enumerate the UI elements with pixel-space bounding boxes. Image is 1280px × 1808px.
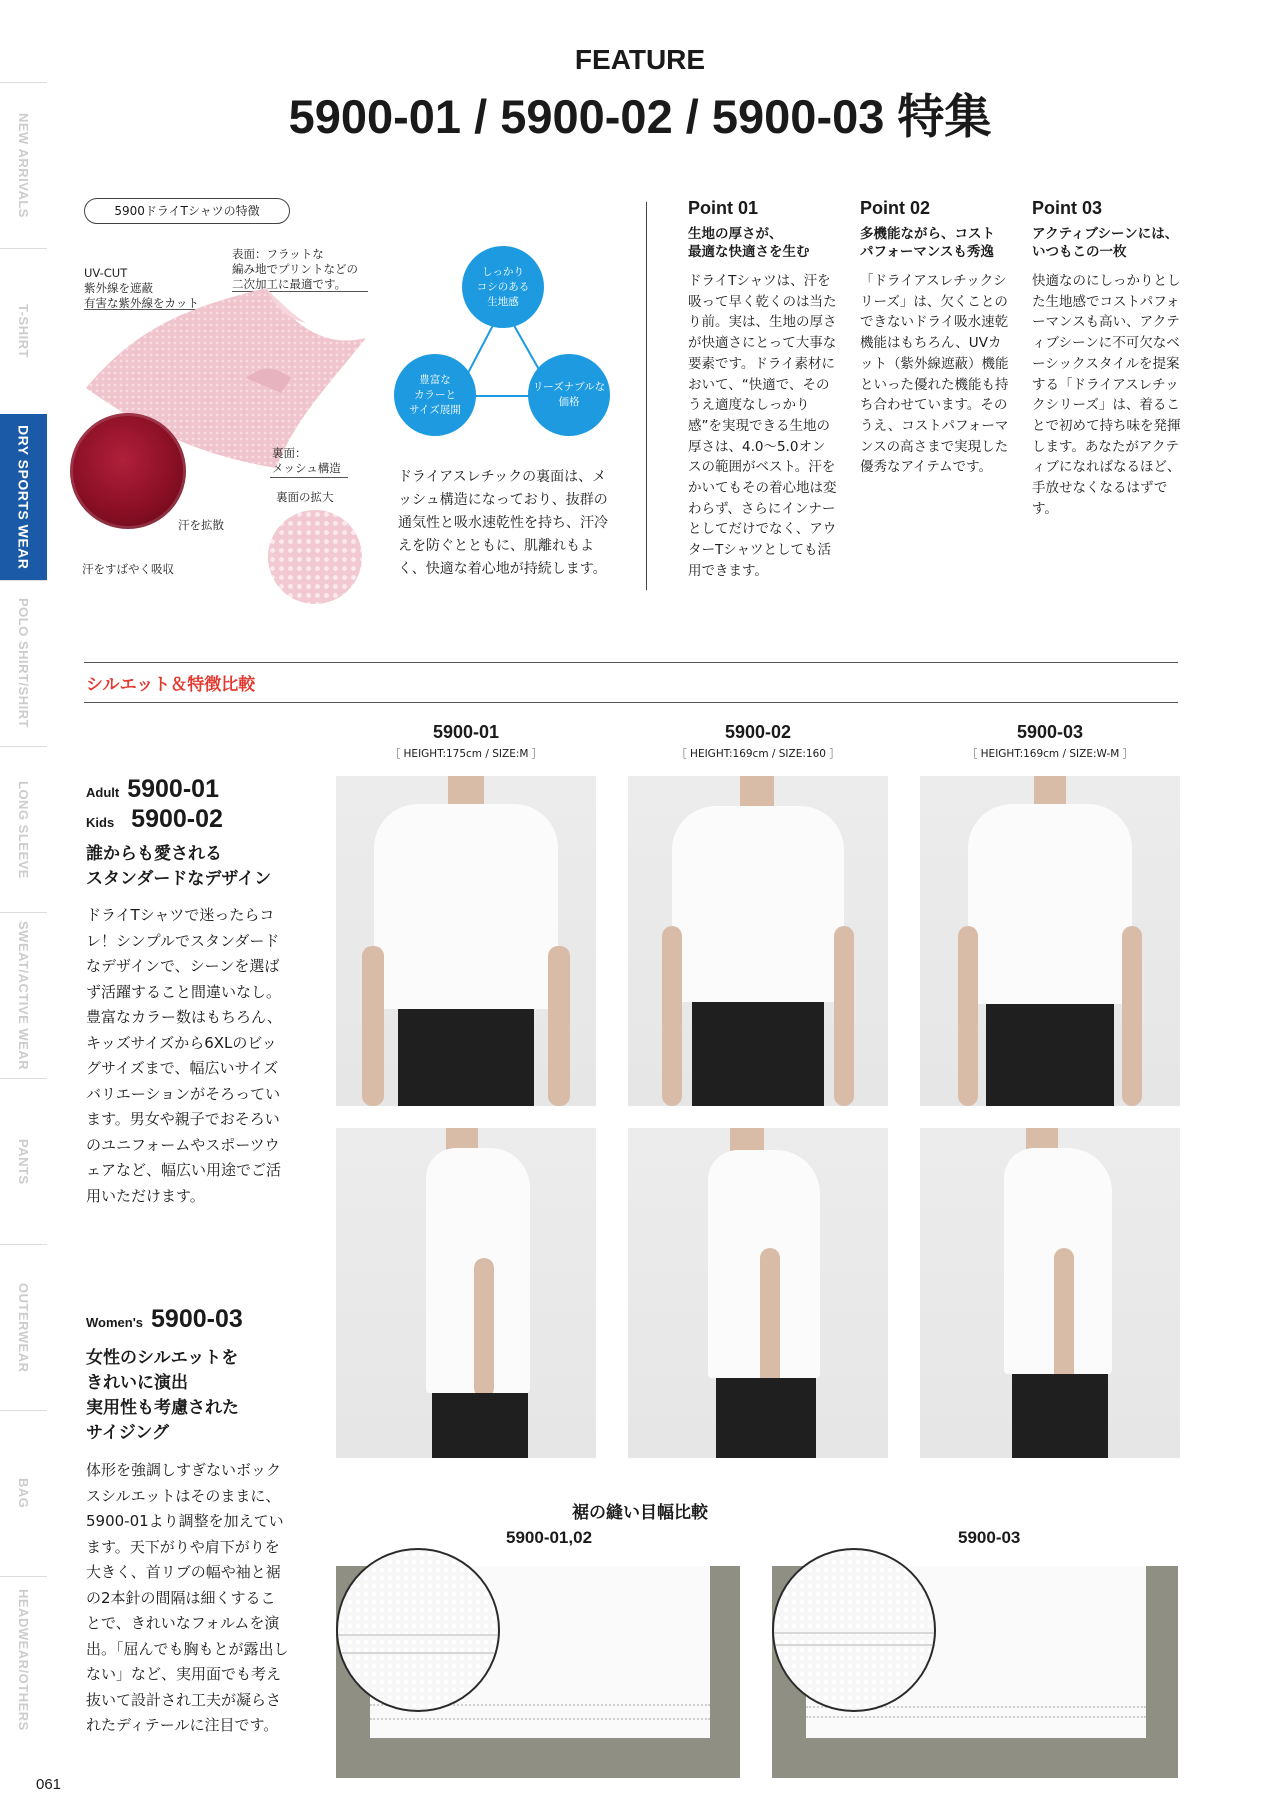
sweat-spread-label: 汗を拡散: [178, 518, 224, 532]
uv-cut-line: UV-CUT: [84, 266, 128, 280]
hem-stitch: [338, 1634, 498, 1636]
surface-line: 表面：フラットな: [232, 247, 324, 261]
feature-label: FEATURE: [574, 44, 706, 75]
hem-label-5900-03: 5900-03: [958, 1528, 1021, 1547]
point-heading-line: いつもこの一枚: [1032, 244, 1127, 260]
side-tab-label: DRY SPORTS WEAR: [15, 425, 32, 570]
photo-5900-03-side: [920, 1128, 1180, 1458]
mesh-description: ドライアスレチックの裏面は、メッシュ構造になっており、抜群の通気性と吸水速乾性を持ち、汗冷えを防ぐとともに、肌離れもよく、快適な着心地が持続します。: [398, 469, 608, 577]
lead-womens: [86, 1346, 239, 1446]
back-line: メッシュ構造: [272, 461, 341, 475]
side-tab-long-sleeve[interactable]: [0, 746, 47, 912]
point-body: 快適なのにしっかりとした生地感でコストパフォーマンスも高い、アクティブシーンに不可欠なベーシックスタイルを提案する「ドライアスレチックシリーズ」は、着ることで初めて持ち味を発揮します。あなたがアクティブになればなるほど、手放せなくなるはずです。: [1032, 273, 1181, 517]
side-tab-outerwear[interactable]: [0, 1244, 47, 1410]
photo-5900-01-front: [336, 776, 596, 1106]
lead-line: きれいに演出: [86, 1373, 188, 1393]
column-name: 5900-03: [1016, 722, 1084, 742]
sweat-zoom-circle: [70, 413, 186, 529]
side-tab-polo-shirt[interactable]: [0, 580, 47, 746]
surface-line: 二次加工に最適です。: [232, 277, 347, 291]
back-zoom-label: 裏面の拡大: [276, 490, 334, 504]
point-heading-line: 生地の厚さが、: [688, 226, 783, 242]
womens-model: [86, 1305, 243, 1334]
point-body: 「ドライアスレチックシリーズ」は、欠くことのできないドライ吸水速乾機能はもちろん、UVカット（紫外線遮蔽）機能といった優れた機能も持ち合わせています。そのうえ、コストパフォーマンスの高さまで実現した優秀なアイテムです。: [860, 273, 1009, 476]
venn-circle-colors: [394, 354, 476, 436]
back-line: 裏面：: [272, 446, 307, 460]
vertical-divider: [646, 202, 647, 590]
point-03: [1032, 198, 1182, 519]
shirt: [672, 806, 844, 1002]
womens-description: 体形を強調しすぎないボックスシルエットはそのままに、5900-01より調整を加えています。天下がりや肩下がりを大きく、首リブの幅や袖と裾の2本針の間隔は細くすることで、きれいなフォルムを演出。「屈んでも胸もとが露出しない」など、実用面でも考え抜いて設計され工夫が凝らされたディテールに注目です。: [86, 1461, 289, 1734]
arm: [958, 926, 978, 1106]
pants: [986, 1004, 1114, 1106]
annotation-line: [270, 477, 348, 478]
column-head-5900-02: [628, 722, 888, 761]
section-title: シルエット＆特徴比較: [86, 675, 256, 695]
back-mesh-zoom-circle: [268, 510, 362, 604]
pants: [398, 1009, 534, 1106]
adult-code: 5900-01: [127, 775, 219, 803]
photo-5900-02-front: [628, 776, 888, 1106]
column-name: 5900-01: [432, 722, 500, 742]
side-tab-label: SWEAT/ACTIVE WEAR: [16, 920, 31, 1071]
hem-zoom-left: [336, 1548, 500, 1712]
pants: [432, 1393, 528, 1458]
venn-text: 生地感: [487, 295, 519, 308]
page-title: 5900-01 / 5900-02 / 5900-03 特集: [288, 90, 992, 143]
hem-stitch: [338, 1652, 498, 1654]
hem-comparison-title: 裾の縫い目幅比較: [572, 1503, 708, 1523]
point-heading-line: 多機能ながら、コスト: [860, 226, 995, 242]
point-heading: [688, 225, 838, 261]
adult-label: Adult: [86, 785, 120, 800]
side-tab-label: NEW ARRIVALS: [16, 113, 31, 218]
point-label: Point 01: [688, 198, 759, 218]
side-index-tabs: [0, 82, 47, 1742]
venn-text: 豊富な: [419, 373, 451, 386]
kids-label: Kids: [86, 815, 115, 830]
lead-line: 実用性も考慮された: [86, 1398, 239, 1418]
hem-zoom-right: [772, 1548, 936, 1712]
side-tab-label: T-SHIRT: [16, 304, 31, 359]
adult-model: [86, 775, 219, 804]
side-tab-headwear-others[interactable]: [0, 1576, 47, 1742]
feature-pill: 5900ドライTシャツの特徴: [84, 198, 290, 224]
pants: [1012, 1374, 1108, 1458]
venn-circle-fabric: [462, 246, 544, 328]
uv-cut-line: 有害な紫外線をカット: [84, 296, 199, 310]
venn-text: 価格: [558, 396, 580, 408]
arm: [834, 926, 854, 1106]
shirt: [374, 804, 558, 1009]
arm: [1122, 926, 1142, 1106]
womens-code: 5900-03: [151, 1305, 243, 1333]
venn-text: リーズナブルな: [532, 381, 606, 393]
side-tab-dry-sports-wear[interactable]: [0, 414, 47, 580]
uv-cut-line: 紫外線を遮蔽: [84, 281, 153, 295]
side-tab-label: OUTERWEAR: [16, 1282, 31, 1373]
page-number: 061: [36, 1776, 62, 1793]
side-tab-label: LONG SLEEVE: [16, 780, 31, 879]
arm: [548, 946, 570, 1106]
arm: [662, 926, 682, 1106]
venn-text: サイズ展開: [409, 403, 461, 416]
lead-standard: [86, 842, 271, 892]
point-02: [860, 198, 1010, 478]
womens-label: Women's: [86, 1315, 144, 1330]
side-tab-label: POLO SHIRT/SHIRT: [16, 598, 31, 729]
section-rule-bottom: [84, 702, 1178, 703]
hem-stitch: [774, 1632, 934, 1634]
section-rule-top: [84, 662, 1178, 663]
arm: [362, 946, 384, 1106]
point-heading: [860, 225, 1010, 261]
back-annotation: [272, 446, 341, 476]
hem-stitch: [370, 1718, 710, 1720]
side-tab-bag[interactable]: [0, 1410, 47, 1576]
column-head-5900-01: [336, 722, 596, 761]
venn-diagram: [394, 246, 614, 446]
point-heading-line: パフォーマンスも秀逸: [860, 244, 994, 260]
hem-stitch: [806, 1716, 1146, 1718]
surface-line: 編み地でプリントなどの: [232, 262, 359, 276]
side-tab-label: PANTS: [16, 1138, 31, 1185]
column-spec: ［ HEIGHT:175cm / SIZE:M ］: [389, 748, 543, 760]
column-spec: ［ HEIGHT:169cm / SIZE:W-M ］: [966, 748, 1134, 760]
photo-5900-01-side: [336, 1128, 596, 1458]
pants: [692, 1002, 824, 1106]
lead-line: 誰からも愛される: [86, 844, 222, 864]
point-heading-line: アクティブシーンには、: [1032, 226, 1179, 242]
venn-text: しっかり: [482, 265, 524, 278]
photo-5900-03-front: [920, 776, 1180, 1106]
lead-line: スタンダードなデザイン: [86, 869, 272, 889]
side-tab-pants[interactable]: [0, 1078, 47, 1244]
lead-line: 女性のシルエットを: [86, 1348, 239, 1368]
lead-line: サイジング: [86, 1423, 170, 1443]
sweat-absorb-label: 汗をすばやく吸収: [82, 562, 174, 576]
venn-text: カラーと: [413, 388, 456, 401]
side-tab-sweat-active-wear[interactable]: [0, 912, 47, 1078]
shirt: [968, 804, 1132, 1004]
side-tab-label: BAG: [16, 1478, 31, 1509]
point-label: Point 03: [1032, 198, 1103, 218]
venn-text: コシのある: [476, 280, 530, 293]
column-spec: ［ HEIGHT:169cm / SIZE:160 ］: [676, 748, 840, 760]
kids-model: [86, 805, 223, 834]
standard-description: ドライTシャツで迷ったらコレ！シンプルでスタンダードなデザインで、シーンを選ばず活躍すること間違いなし。豊富なカラー数はもちろん、キッズサイズから6XLのビッグサイズまで、幅広いサイズバリエーションがそろっています。男女や親子でおそろいのユニフォームやスポーツウェアなど、幅広い用途でご活用いただけます。: [86, 906, 282, 1205]
kids-code: 5900-02: [131, 805, 223, 833]
side-tab-t-shirt[interactable]: [0, 248, 47, 414]
photo-5900-02-side: [628, 1128, 888, 1458]
point-heading-line: 最適な快適さを生む: [688, 244, 810, 260]
column-name: 5900-02: [724, 722, 792, 742]
pants: [716, 1378, 816, 1458]
point-01: [688, 198, 838, 582]
point-label: Point 02: [860, 198, 931, 218]
venn-circle-price: [528, 354, 610, 436]
point-body: ドライTシャツは、汗を吸って早く乾くのは当たり前。実は、生地の厚さが快適さにとって大事な要素です。ドライ素材において、“快適で、そのうえ適度なしっかり感”を実現できる生地の厚さは、4.0〜5.0オンスの範囲がベスト。汗をかいてもその着心地は変わらず、さらにインナーとしてだけでなく、アウターTシャツとしても活用できます。: [688, 273, 837, 579]
side-tab-label: HEADWEAR/OTHERS: [16, 1588, 31, 1731]
point-heading: [1032, 225, 1182, 261]
hem-stitch: [774, 1644, 934, 1646]
hem-label-5900-01-02: 5900-01,02: [506, 1528, 593, 1547]
arm: [474, 1258, 494, 1398]
column-head-5900-03: [920, 722, 1180, 761]
